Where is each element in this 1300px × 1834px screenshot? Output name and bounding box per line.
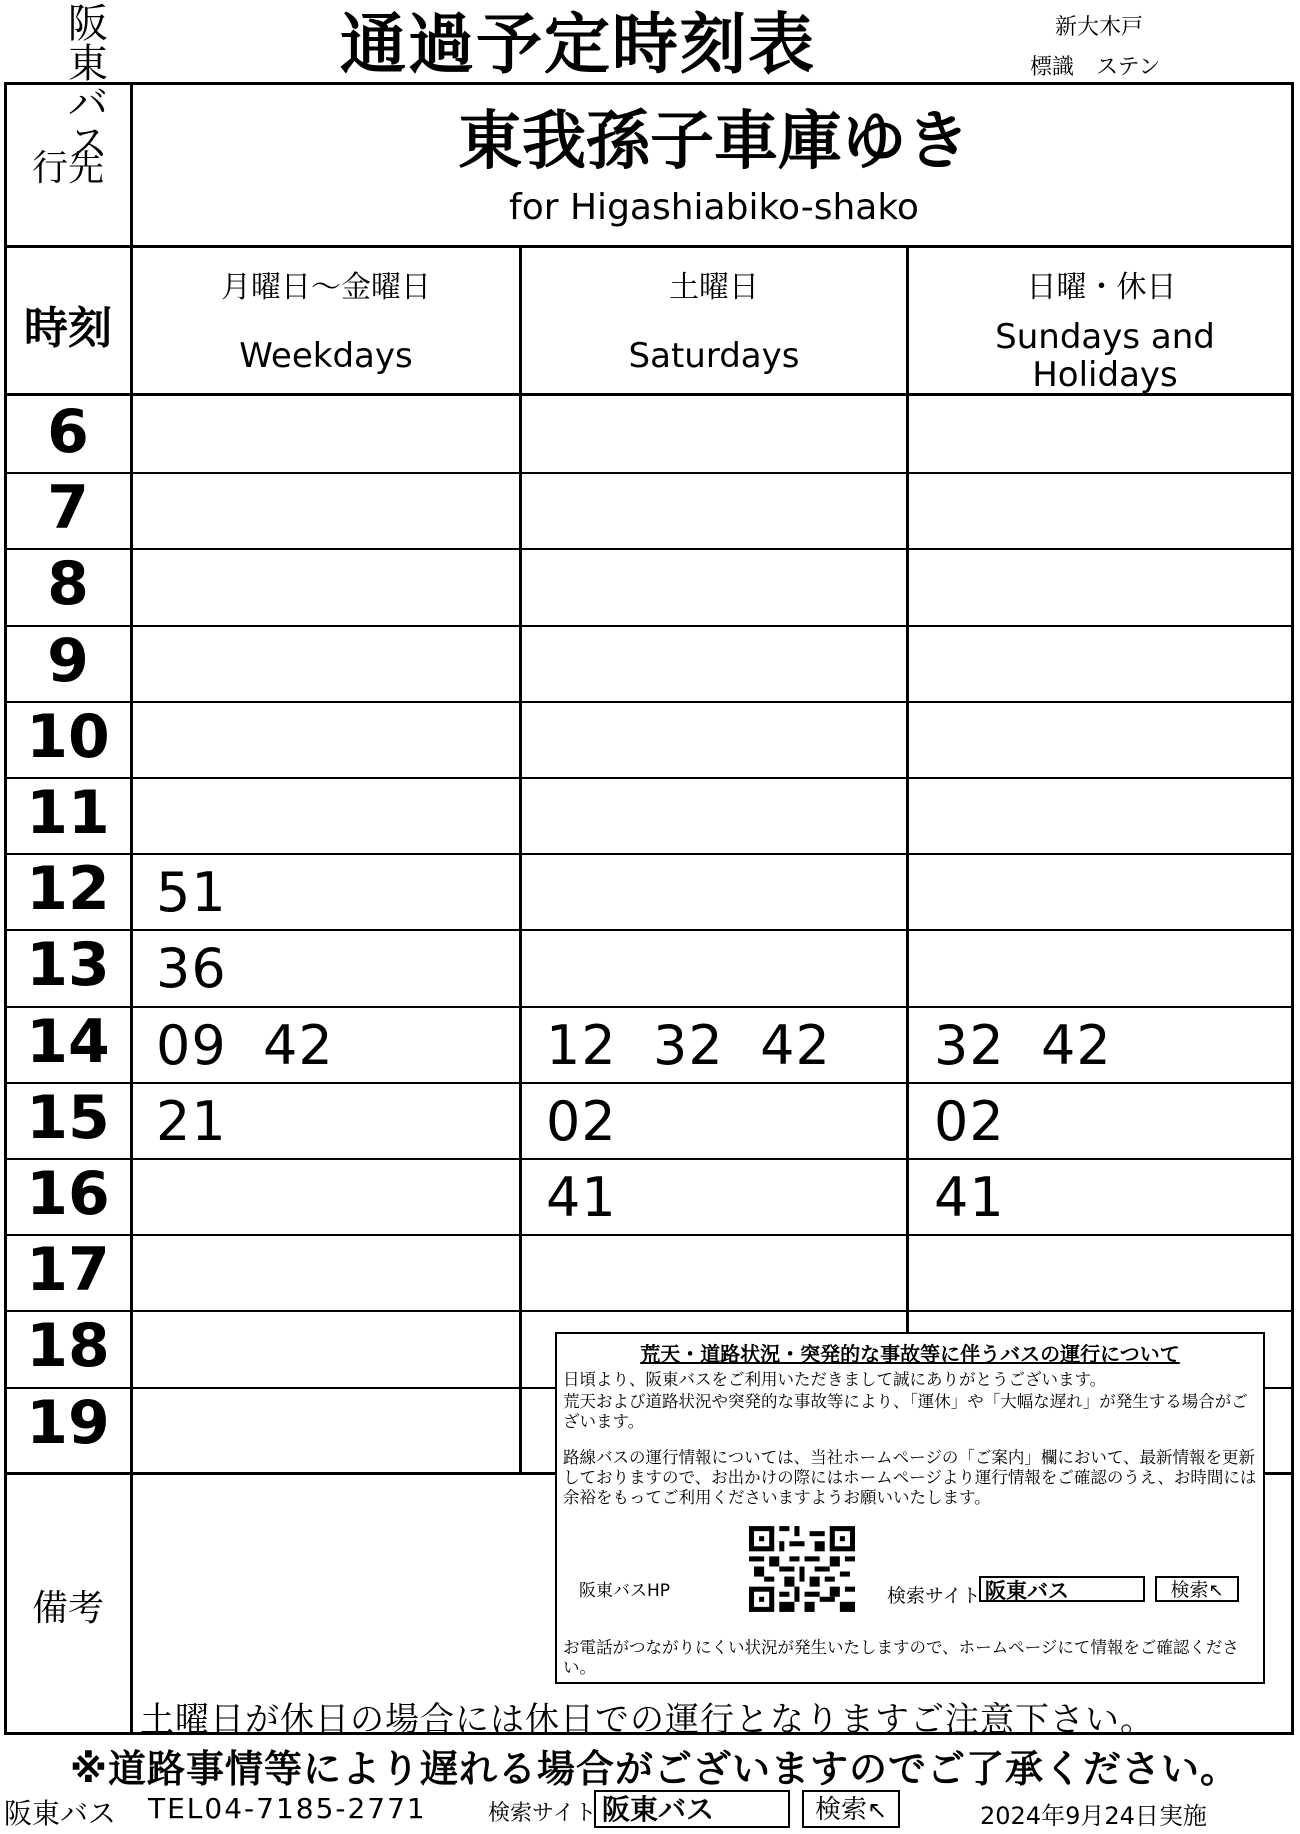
minutes-weekday: 51: [156, 861, 227, 925]
destination-name-jp: 東我孫子車庫ゆき: [458, 105, 970, 179]
hour-label: 8: [47, 549, 89, 620]
col-weekday-jp: 月曜日～金曜日: [221, 270, 431, 305]
notice-search-input[interactable]: 阪東バス: [979, 1576, 1145, 1602]
notice-search-button[interactable]: [1155, 1576, 1239, 1602]
notice-search-site-label: 検索サイト: [887, 1585, 981, 1607]
hour-label: 6: [47, 397, 89, 467]
minutes-saturday: 41: [546, 1166, 617, 1229]
hour-label: 19: [26, 1387, 110, 1458]
hour-label: 15: [26, 1082, 110, 1153]
row-divider: [4, 625, 1294, 627]
homepage-label: 阪東バスHP: [579, 1581, 671, 1601]
divider-col-2: [906, 245, 909, 1472]
col-saturday-en: Saturdays: [628, 336, 800, 376]
hour-label: 10: [26, 701, 110, 772]
col-weekday-en: Weekdays: [239, 336, 413, 376]
row-divider: [4, 1310, 1294, 1312]
hour-label: 18: [26, 1311, 110, 1382]
hour-label: 16: [26, 1159, 110, 1229]
col-sunday-jp: 日曜・休日: [1026, 270, 1177, 305]
col-sunday-en: Sundays and Holidays: [995, 317, 1215, 395]
effective-date: 2024年9月24日実施: [980, 1802, 1207, 1830]
destination-label: 行先: [31, 148, 104, 189]
notice-paragraph-4: お電話がつながりにくい状況が発生いたしますので、ホームページにて情報をご確認ください。: [563, 1638, 1239, 1677]
weather-notice: [555, 1332, 1265, 1684]
destination-name-en: for Higashiabiko-shako: [509, 187, 919, 228]
minutes-weekday: 21: [156, 1089, 227, 1153]
notice-paragraph-1: 日頃より、阪東バスをご利用いただきまして誠にありがとうございます。: [563, 1370, 1107, 1389]
hour-label: 17: [26, 1235, 110, 1306]
hour-label: 11: [26, 778, 110, 848]
footer-search-button-label: 検索: [814, 1795, 867, 1825]
saturday-holiday-note: 土曜日が休日の場合には休日での運行となりますご注意下さい。: [140, 1700, 1155, 1740]
footer-search-label: 検索サイト: [488, 1801, 597, 1826]
footer-company: 阪東バス: [4, 1797, 117, 1830]
footer-phone: TEL04-7185-2771: [148, 1792, 427, 1825]
cursor-arrow-icon: ↖: [1208, 1580, 1224, 1601]
row-divider: [4, 701, 1294, 703]
hour-label: 9: [47, 625, 89, 696]
notice-paragraph-2: 荒天および道路状況や突発的な事故等により、「運休」や「大幅な遅れ」が発生する場合がございます。: [563, 1392, 1248, 1431]
divider-col-1: [519, 245, 522, 1472]
col-saturday-jp: 土曜日: [669, 270, 759, 305]
delay-disclaimer: ※道路事情等により遅れる場合がございますのでご了承ください。: [70, 1747, 1239, 1791]
notice-title: 荒天・道路状況・突発的な事故等に伴うバスの運行について: [640, 1342, 1180, 1366]
qr-code-icon[interactable]: [749, 1526, 855, 1612]
page-title: 通過予定時刻表: [340, 6, 816, 83]
row-divider: [4, 548, 1294, 550]
row-divider: [4, 472, 1294, 474]
minutes-weekday: 09 42: [156, 1013, 334, 1077]
time-label: 時刻: [24, 303, 112, 354]
remarks-label: 備考: [31, 1588, 104, 1629]
notice-paragraph-3: 路線バスの運行情報については、当社ホームページの「ご案内」欄において、最新情報を更新しておりますので、お出かけの際にはホームページより運行情報をご確認のうえ、お時間には余裕をもってご利用くださいますようお願いいたします。: [563, 1448, 1257, 1507]
cursor-arrow-icon: ↖: [866, 1796, 888, 1824]
hour-label: 14: [26, 1006, 110, 1077]
notice-search-button-label: 検索: [1170, 1579, 1209, 1601]
stop-name: 新大木戸: [1055, 15, 1144, 40]
divider-dest: [4, 245, 1294, 248]
brand-line2: バ ス: [68, 81, 138, 167]
minutes-weekday: 36: [156, 937, 227, 1001]
minutes-sunday: 41: [934, 1166, 1005, 1229]
footer-search-input[interactable]: 阪東バス: [594, 1790, 790, 1828]
stop-type: 標識 ステン: [1030, 55, 1161, 80]
minutes-saturday: 02: [546, 1089, 617, 1153]
row-divider: [4, 777, 1294, 779]
minutes-saturday: 12 32 42: [546, 1013, 831, 1077]
minutes-sunday: 02: [934, 1089, 1005, 1153]
row-divider: [4, 1234, 1294, 1236]
minutes-sunday: 32 42: [934, 1013, 1112, 1077]
brand-line1: 阪 東: [68, 1, 138, 87]
hour-label: 12: [26, 854, 110, 925]
footer-search-button[interactable]: [802, 1790, 900, 1828]
hour-label: 13: [26, 930, 110, 1001]
hour-label: 7: [47, 473, 89, 544]
